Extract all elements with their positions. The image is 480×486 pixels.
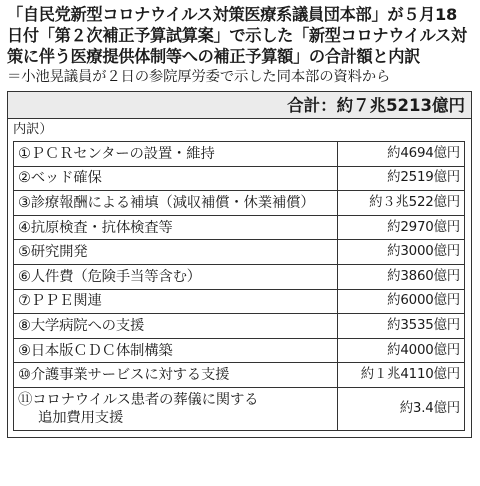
table-row: [14, 240, 465, 265]
item-amount: 約2519億円: [338, 166, 465, 191]
table-row: [14, 289, 465, 314]
document-title: 「自民党新型コロナウイルス対策医療系議員団本部」が５月18日付「第２次補正予算試算案」で示した「新型コロナウイルス対策に伴う医療提供体制等への補正予算額」の合計額と内訳: [7, 5, 467, 66]
item-amount: 約6000億円: [338, 289, 465, 314]
item-name: ⑥人件費（危険手当等含む）: [14, 264, 338, 289]
table-row: [14, 166, 465, 191]
table-row: [14, 363, 465, 388]
item-name: ⑦ＰＰＥ関連: [14, 289, 338, 314]
item-name: ⑩介護事業サービスに対する支援: [14, 363, 338, 388]
table-row: [14, 264, 465, 289]
item-amount: 約3.4億円: [338, 387, 465, 430]
item-name: ⑨日本版ＣＤＣ体制構築: [14, 338, 338, 363]
item-name-continued: 追加費用支援: [38, 409, 124, 426]
item-name: ⑤研究開発: [14, 240, 338, 265]
item-amount: 約３兆522億円: [338, 191, 465, 216]
table-row: [14, 314, 465, 339]
breakdown-table: [13, 141, 465, 431]
total-amount-label: 合計：約７兆5213億円: [287, 96, 465, 115]
item-amount: 約4694億円: [338, 142, 465, 167]
item-name: ①ＰＣＲセンターの設置・維持: [14, 142, 338, 167]
total-amount-row: [7, 91, 472, 118]
item-name-cell: [14, 387, 338, 430]
document-subtitle: ＝小池晃議員が２日の参院厚労委で示した同本部の資料から: [7, 69, 391, 85]
table-row: [14, 338, 465, 363]
table-row: [14, 387, 465, 430]
item-name: ⑧大学病院への支援: [14, 314, 338, 339]
table-row: [14, 191, 465, 216]
item-name: ⑪コロナウイルス患者の葬儀に関する: [18, 391, 259, 408]
item-amount: 約3860億円: [338, 264, 465, 289]
table-row: [14, 215, 465, 240]
item-amount: 約2970億円: [338, 215, 465, 240]
item-name: ④抗原検査・抗体検査等: [14, 215, 338, 240]
item-name: ③診療報酬による補填（減収補償・休業補償）: [14, 191, 338, 216]
item-name: ②ベッド確保: [14, 166, 338, 191]
item-amount: 約3000億円: [338, 240, 465, 265]
item-amount: 約１兆4110億円: [338, 363, 465, 388]
item-amount: 約3535億円: [338, 314, 465, 339]
breakdown-box: [7, 118, 472, 438]
table-row: [14, 142, 465, 167]
item-amount: 約4000億円: [338, 338, 465, 363]
breakdown-label: 内訳）: [13, 122, 53, 137]
